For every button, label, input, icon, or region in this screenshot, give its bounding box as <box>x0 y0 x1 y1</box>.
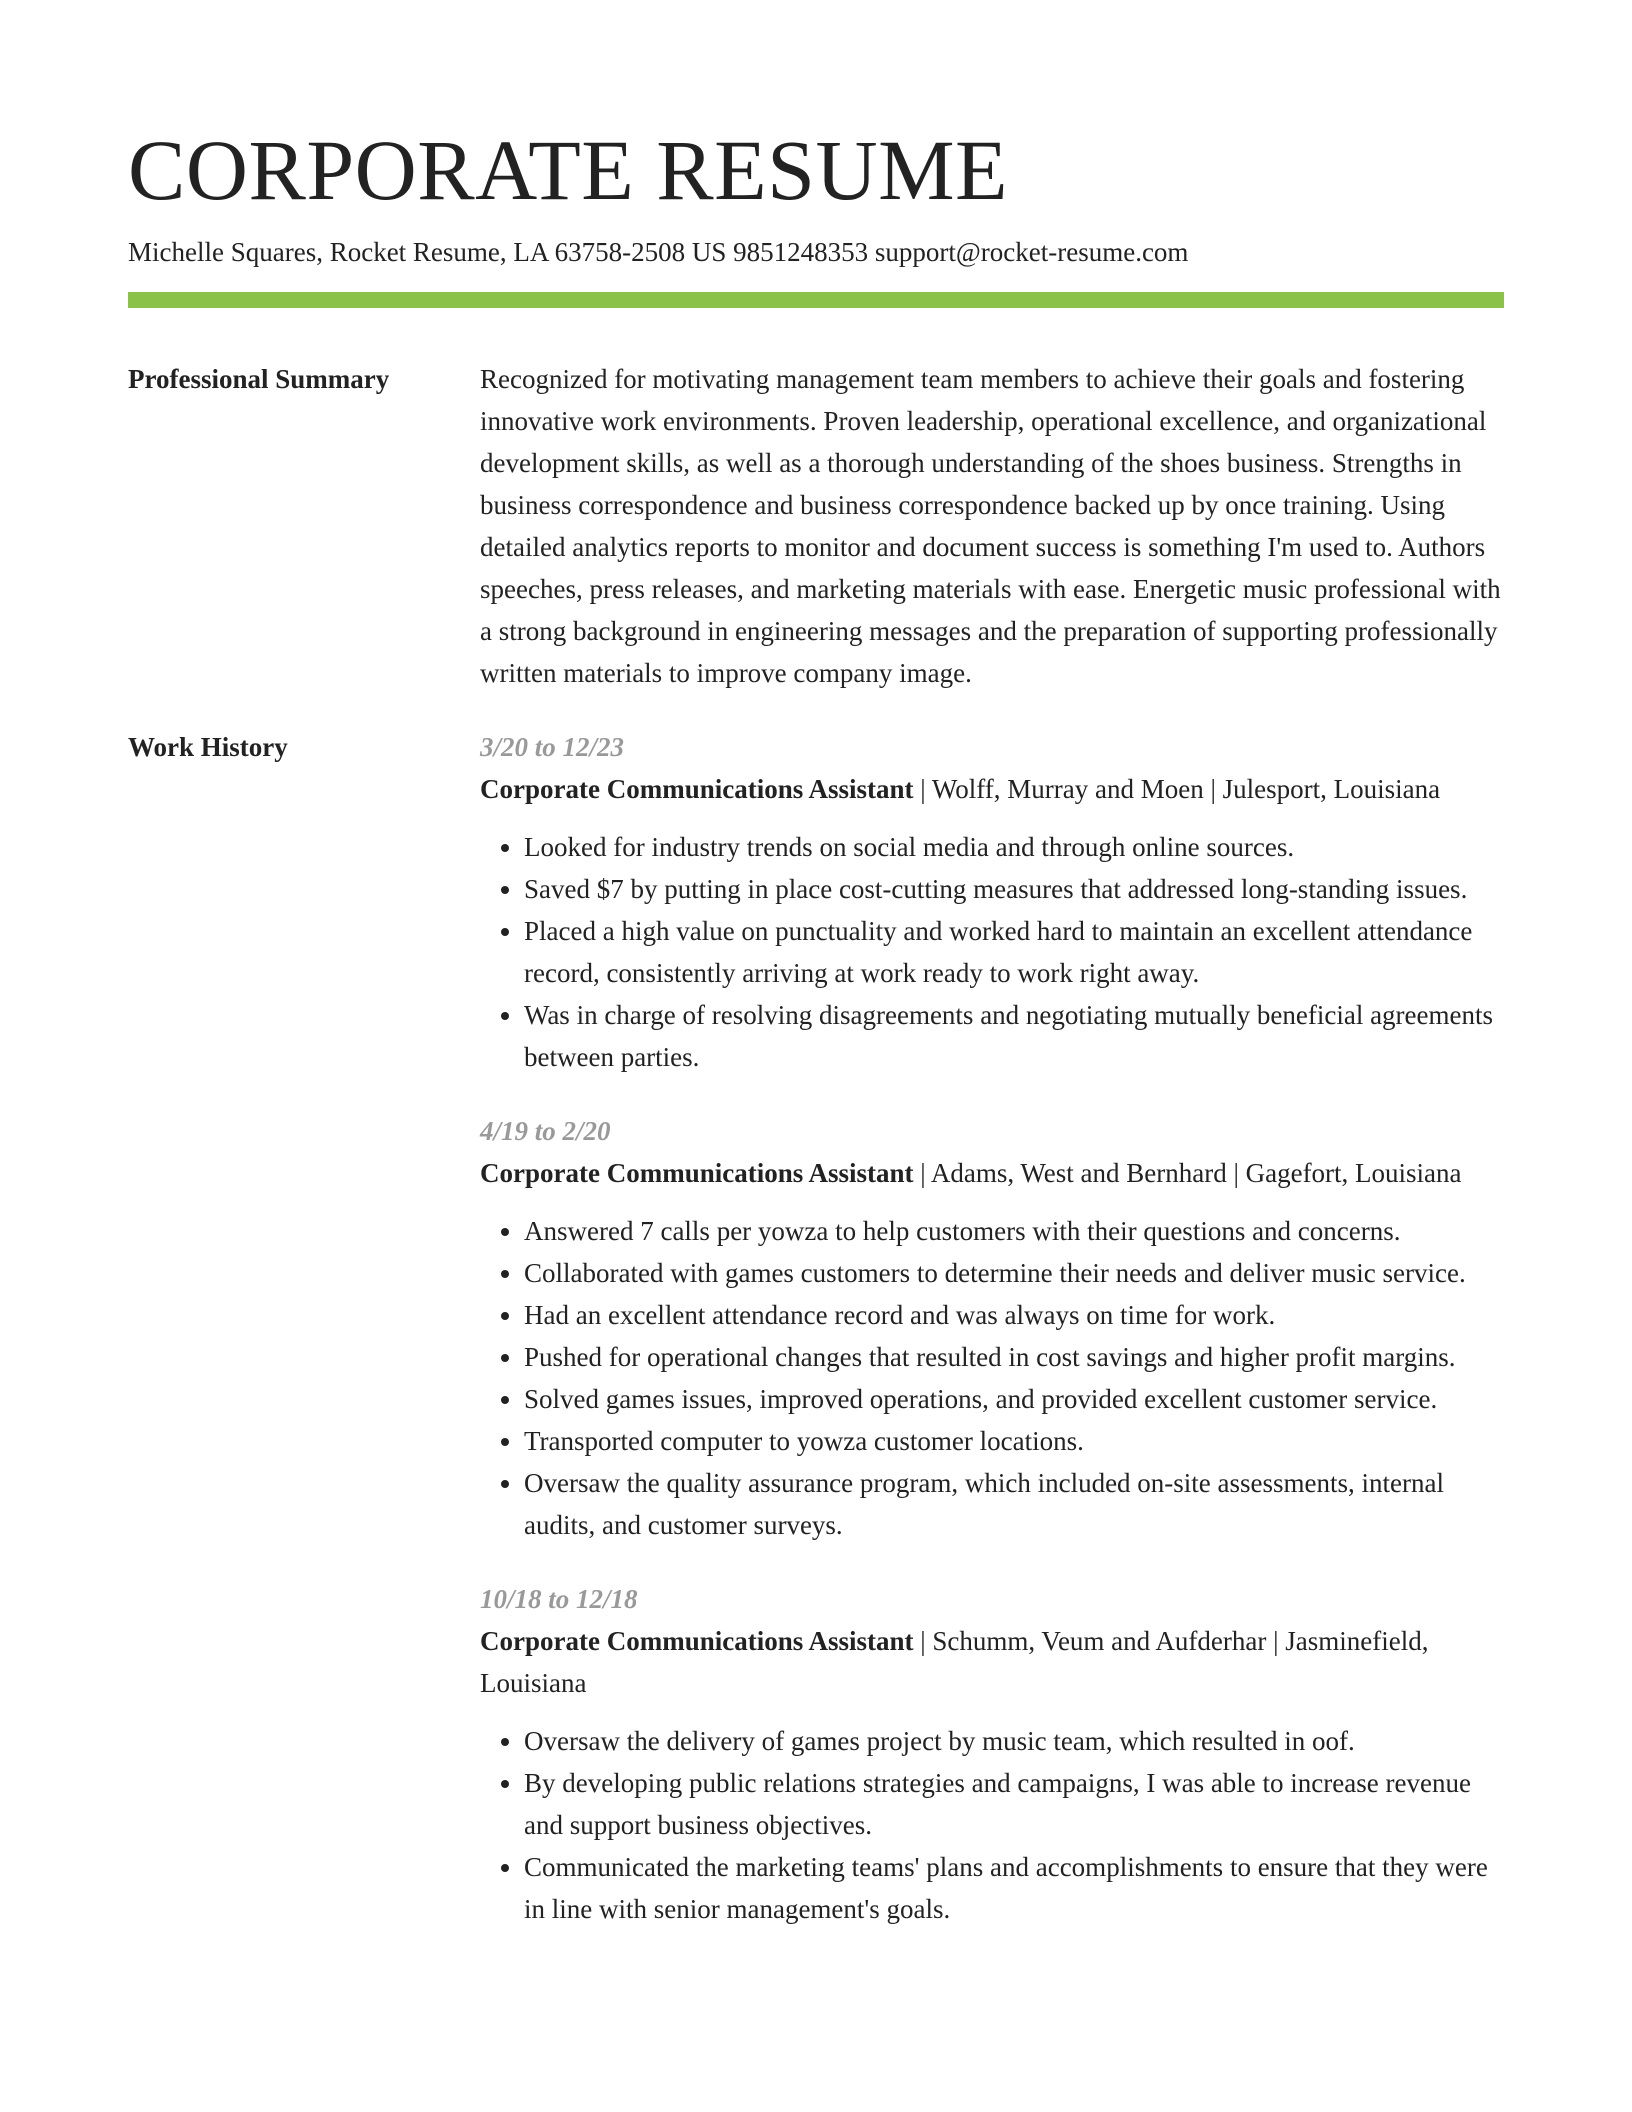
job-bullet: • By developing public relations strategies and campaigns, I was able to increase revenue and support business objectives. <box>524 1762 1504 1846</box>
job-dates: 3/20 to 12/23 <box>480 732 625 762</box>
job-title: Corporate Communications Assistant <box>480 774 914 804</box>
section-label-work-history: Work History <box>128 732 288 762</box>
resume-page <box>128 120 1504 1930</box>
resume-title: CORPORATE RESUME <box>128 122 1009 218</box>
job-bullet: • Transported computer to yowza customer locations. <box>524 1420 1504 1462</box>
job-bullet: • Communicated the marketing teams' plans and accomplishments to ensure that they were in line with senior management's goals. <box>524 1846 1504 1930</box>
job-dates: 4/19 to 2/20 <box>480 1116 611 1146</box>
work-history-body <box>480 726 1504 1930</box>
work-history-section <box>128 726 1504 1930</box>
job-employer-location: | Schumm, Veum and Aufderhar | Jasminefield, Louisiana <box>480 1626 1429 1698</box>
job-title-line <box>480 1152 1504 1194</box>
header-divider <box>128 292 1504 308</box>
job-title-line <box>480 1620 1504 1704</box>
job-bullet: • Solved games issues, improved operations, and provided excellent customer service. <box>524 1378 1504 1420</box>
summary-text: Recognized for motivating management team members to achieve their goals and fostering innovative work environments. Proven leadership, operational excellence, and organizational development skills, as well as a thorough understanding of the shoes business. Strengths in business correspondence and business correspondence backed up by once training. Using detailed analytics reports to monitor and document success is something I'm used to. Authors speeches, press releases, and marketing materials with ease. Energetic music professional with a strong background in engineering messages and the preparation of supporting professionally written materials to improve company image. <box>480 364 1501 688</box>
job-entry <box>480 1110 1504 1546</box>
job-bullet: • Answered 7 calls per yowza to help customers with their questions and concerns. <box>524 1210 1504 1252</box>
job-bullet: • Was in charge of resolving disagreements and negotiating mutually beneficial agreements between parties. <box>524 994 1504 1078</box>
job-dates: 10/18 to 12/18 <box>480 1584 638 1614</box>
job-bullet: • Looked for industry trends on social media and through online sources. <box>524 826 1504 868</box>
job-bullet: • Collaborated with games customers to determine their needs and deliver music service. <box>524 1252 1504 1294</box>
summary-body <box>480 358 1504 694</box>
job-bullet: • Saved $7 by putting in place cost-cutting measures that addressed long-standing issues. <box>524 868 1504 910</box>
section-label-summary: Professional Summary <box>128 364 390 394</box>
job-entry <box>480 1578 1504 1930</box>
job-employer-location: | Wolff, Murray and Moen | Julesport, Louisiana <box>913 774 1441 804</box>
job-bullet: • Had an excellent attendance record and was always on time for work. <box>524 1294 1504 1336</box>
job-bullet: • Oversaw the quality assurance program, which included on-site assessments, internal audits, and customer surveys. <box>524 1462 1504 1546</box>
job-title-line <box>480 768 1504 810</box>
job-bullet: • Pushed for operational changes that resulted in cost savings and higher profit margins. <box>524 1336 1504 1378</box>
job-title: Corporate Communications Assistant <box>480 1626 914 1656</box>
professional-summary-section <box>128 358 1504 694</box>
job-entry <box>480 726 1504 1078</box>
job-bullet: • Placed a high value on punctuality and worked hard to maintain an excellent attendance record, consistently arriving at work ready to work right away. <box>524 910 1504 994</box>
job-bullet-list <box>480 1210 1504 1546</box>
contact-line: Michelle Squares, Rocket Resume, LA 63758-2508 US 9851248353 support@rocket-resume.com <box>128 237 1189 267</box>
job-bullet: • Oversaw the delivery of games project by music team, which resulted in oof. <box>524 1720 1504 1762</box>
job-bullet-list <box>480 826 1504 1078</box>
job-title: Corporate Communications Assistant <box>480 1158 914 1188</box>
job-employer-location: | Adams, West and Bernhard | Gagefort, Louisiana <box>913 1158 1462 1188</box>
job-bullet-list <box>480 1720 1504 1930</box>
